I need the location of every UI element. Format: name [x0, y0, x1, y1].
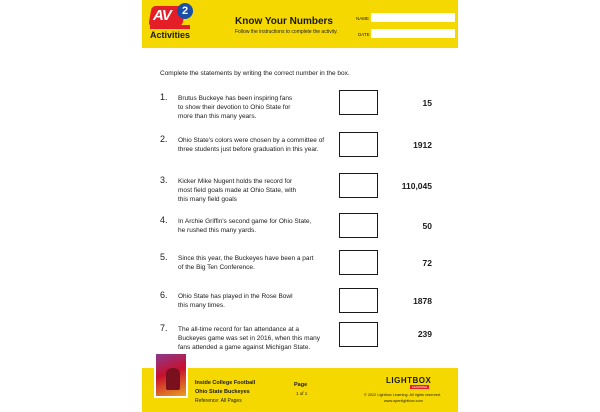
date-label: DATE [358, 32, 370, 37]
question-text [178, 177, 328, 204]
copyright-text: © 2022 Lightbox Learning. All rights reserved. [364, 393, 441, 397]
worksheet-page [142, 0, 458, 412]
question-number: 1. [160, 92, 168, 102]
worksheet-title: Know Your Numbers [235, 16, 333, 27]
question-line: most field goals made at Ohio State, with [178, 187, 297, 194]
question-line: Ohio State's colors were chosen by a committee of [178, 137, 325, 144]
question-text [178, 254, 328, 272]
question-line: Kicker Mike Nugent holds the record for [178, 178, 293, 185]
name-field[interactable] [371, 13, 455, 22]
question-line: fans attended a game against Michigan State. [178, 344, 311, 351]
book-cover-image [154, 352, 188, 398]
question-line: this many times. [178, 302, 225, 309]
answer-box[interactable] [339, 250, 378, 275]
question-line: Ohio State has played in the Rose Bowl [178, 293, 293, 300]
logo-stripe [150, 25, 190, 29]
worksheet-header [142, 0, 458, 48]
worksheet-subtitle: Follow the instructions to complete the activity. [235, 29, 338, 35]
question-line: Since this year, the Buckeyes have been a part [178, 255, 314, 262]
answer-number: 110,045 [401, 181, 432, 191]
logo-number: 2 [177, 3, 193, 19]
name-label: NAME [356, 16, 370, 21]
question-line: The all-time record for fan attendance at a [178, 326, 300, 333]
answer-box[interactable] [339, 213, 378, 238]
answer-box[interactable] [339, 322, 378, 347]
page-count: 1 of 1 [296, 391, 308, 396]
question-line: this many field goals [178, 196, 237, 203]
av2-logo [150, 6, 192, 42]
question-line: to show their devotion to Ohio State for [178, 104, 291, 111]
website-url: www.openlightbox.com [384, 399, 423, 403]
answer-box[interactable] [339, 132, 378, 157]
question-number: 6. [160, 290, 168, 300]
answer-box[interactable] [339, 288, 378, 313]
answer-box[interactable] [339, 90, 378, 115]
question-text [178, 136, 328, 154]
question-line: Brutus Buckeye has been inspiring fans [178, 95, 293, 102]
lightbox-tag: LEARNING [412, 385, 428, 389]
answer-number: 1878 [413, 296, 432, 306]
answer-number: 1912 [413, 140, 432, 150]
lightbox-logo: LIGHTBOX [386, 376, 432, 385]
book-title: Ohio State Buckeyes [195, 389, 250, 395]
question-number: 4. [160, 215, 168, 225]
player-figure [166, 368, 180, 390]
question-text [178, 292, 328, 310]
logo-label: Activities [150, 30, 191, 40]
answer-number: 239 [417, 329, 432, 339]
question-number: 3. [160, 175, 168, 185]
answer-box[interactable] [339, 173, 378, 198]
question-line: In Archie Griffin's second game for Ohio State, [178, 218, 312, 225]
date-field[interactable] [371, 29, 455, 38]
series-title: Inside College Football [195, 380, 256, 386]
question-number: 7. [160, 323, 168, 333]
answer-number: 15 [422, 98, 432, 108]
question-line: Buckeyes game was set in 2016, when this many [178, 335, 320, 342]
question-number: 2. [160, 134, 168, 144]
answer-number: 50 [422, 221, 432, 231]
question-number: 5. [160, 252, 168, 262]
instructions-text: Complete the statements by writing the correct number in the box. [160, 70, 350, 77]
question-line: of the Big Ten Conference. [178, 264, 255, 271]
answer-number: 72 [422, 258, 432, 268]
question-line: more than this many years. [178, 113, 257, 120]
question-line: three students just before graduation in this year. [178, 146, 319, 153]
question-line: he rushed this many yards. [178, 227, 257, 234]
page-label: Page [294, 382, 308, 388]
logo-text: AV [153, 7, 171, 24]
worksheet-footer [142, 368, 458, 412]
question-text [178, 217, 328, 235]
reference-text: Reference: All Pages [195, 398, 242, 404]
question-text [178, 325, 328, 352]
question-text [178, 94, 328, 121]
